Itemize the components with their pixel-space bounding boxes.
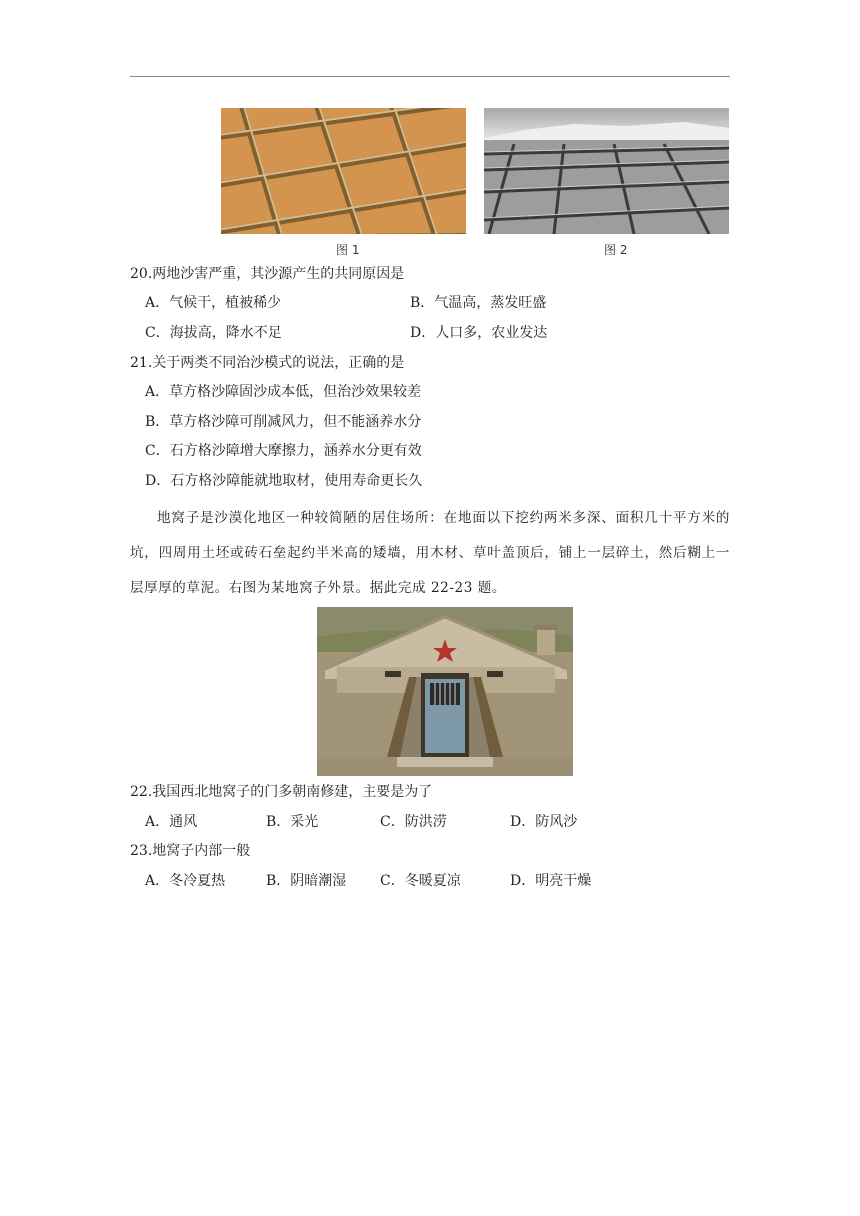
figure-2-stone-checkerboard-photo <box>484 108 729 234</box>
figure-2-caption: 图 2 <box>604 243 628 257</box>
figure-1-caption: 图 1 <box>336 243 360 257</box>
question-22-option-d: D．防风沙 <box>510 814 578 830</box>
question-23-option-d: D．明亮干燥 <box>510 873 592 889</box>
question-21-stem: 21.关于两类不同治沙模式的说法，正确的是 <box>130 355 405 371</box>
question-23-stem: 23.地窝子内部一般 <box>130 843 251 859</box>
question-23-option-a: A．冬冷夏热 <box>145 873 226 889</box>
question-22-stem: 22.我国西北地窝子的门多朝南修建，主要是为了 <box>130 784 433 800</box>
question-22-option-a: A．通风 <box>145 814 198 830</box>
question-21-option-c: C．石方格沙障增大摩擦力，涵养水分更有效 <box>145 443 422 459</box>
question-20-option-d: D．人口多，农业发达 <box>410 325 548 341</box>
question-22-option-c: C．防洪涝 <box>380 814 447 830</box>
diwozi-exterior-photo <box>317 607 573 776</box>
question-20-option-c: C．海拔高，降水不足 <box>145 325 282 341</box>
question-20-option-b: B．气温高，蒸发旺盛 <box>410 295 547 311</box>
question-23-option-b: B．阴暗潮湿 <box>266 873 347 889</box>
figure-1-straw-checkerboard-photo <box>221 108 466 234</box>
question-21-option-a: A．草方格沙障固沙成本低，但治沙效果较差 <box>145 384 422 400</box>
passage-diwozi: 地窝子是沙漠化地区一种较简陋的居住场所：在地面以下挖约两米多深、面积几十平方米的坑，四周用土坯或砖石垒起约半米高的矮墙，用木材、草叶盖顶后，铺上一层碎土，然后糊上一层厚厚的草泥。右图为某地窝子外景。据此完成 22-23 题。 <box>130 510 730 596</box>
question-21-option-b: B．草方格沙障可削减风力，但不能涵养水分 <box>145 414 422 430</box>
header-rule <box>130 76 730 77</box>
question-22-option-b: B．采光 <box>266 814 319 830</box>
question-20-stem: 20.两地沙害严重，其沙源产生的共同原因是 <box>130 266 405 282</box>
question-23-option-c: C．冬暖夏凉 <box>380 873 461 889</box>
question-20-option-a: A．气候干，植被稀少 <box>145 295 282 311</box>
question-21-option-d: D．石方格沙障能就地取材，使用寿命更长久 <box>145 473 423 489</box>
